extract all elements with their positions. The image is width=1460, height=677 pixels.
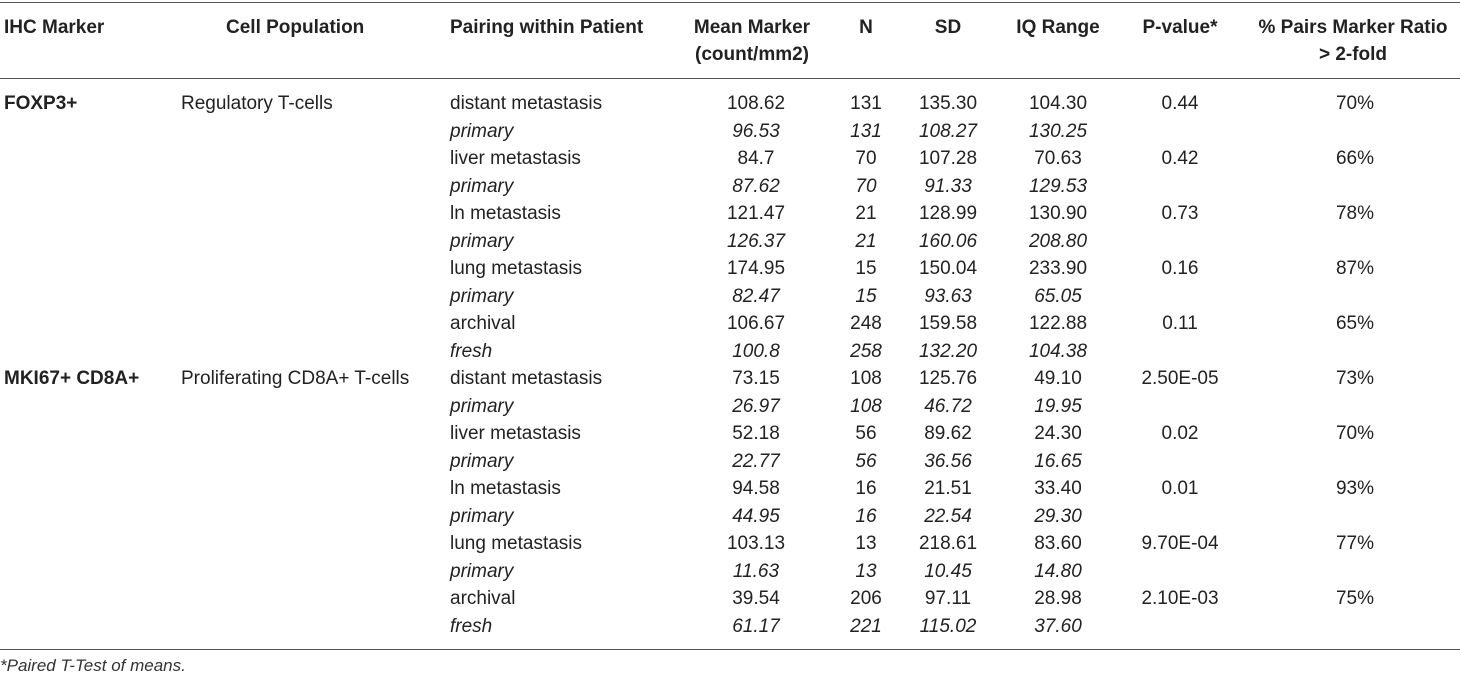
cell-pct-pairs: 73% bbox=[1335, 368, 1375, 389]
table-row bbox=[0, 90, 1460, 118]
header-pct-line2: > 2-fold bbox=[1318, 44, 1388, 65]
cell-iq-range: 65.05 bbox=[1034, 285, 1082, 307]
header-pct-line1: % Pairs Marker Ratio bbox=[1258, 17, 1448, 38]
cell-sd: 107.28 bbox=[918, 148, 978, 169]
table-row bbox=[0, 173, 1460, 201]
cell-p-value: 0.16 bbox=[1161, 258, 1199, 279]
table-row bbox=[0, 228, 1460, 256]
cell-sd: 21.51 bbox=[924, 478, 972, 499]
table-row bbox=[0, 475, 1460, 503]
cell-mean: 82.47 bbox=[732, 285, 780, 307]
table-row bbox=[0, 503, 1460, 531]
header-ihc-marker: IHC Marker bbox=[4, 17, 105, 38]
cell-iq-range: 16.65 bbox=[1034, 450, 1082, 472]
cell-n: 221 bbox=[850, 615, 882, 637]
cell-n: 56 bbox=[855, 450, 877, 472]
cell-p-value: 0.42 bbox=[1161, 148, 1199, 169]
cell-sd: 115.02 bbox=[919, 615, 977, 637]
cell-iq-range: 83.60 bbox=[1034, 533, 1082, 554]
cell-iq-range: 19.95 bbox=[1034, 395, 1082, 417]
header-mean-line1: Mean Marker bbox=[693, 17, 811, 38]
cell-pairing: distant metastasis bbox=[450, 93, 603, 114]
header-pct-pairs bbox=[1246, 14, 1460, 68]
cell-mean: 87.62 bbox=[732, 175, 780, 197]
cell-n: 56 bbox=[855, 423, 877, 444]
cell-n: 258 bbox=[850, 340, 882, 362]
cell-n: 13 bbox=[855, 533, 877, 554]
cell-pairing: archival bbox=[450, 588, 516, 609]
cell-p-value: 0.11 bbox=[1162, 313, 1198, 334]
cell-pct-pairs: 77% bbox=[1335, 533, 1375, 554]
cell-iq-range: 130.90 bbox=[1028, 203, 1088, 224]
table-row bbox=[0, 118, 1460, 146]
table-bottom-rule bbox=[0, 649, 1460, 650]
cell-iq-range: 14.80 bbox=[1034, 560, 1082, 582]
cell-mean: 103.13 bbox=[726, 533, 786, 554]
header-n: N bbox=[859, 17, 873, 38]
cell-pairing: primary bbox=[450, 285, 514, 307]
cell-pairing: ln metastasis bbox=[450, 203, 561, 224]
header-iq-range: IQ Range bbox=[1016, 17, 1100, 38]
table-row bbox=[0, 448, 1460, 476]
table-footnote: *Paired T-Test of means. bbox=[0, 656, 186, 675]
cell-pairing: primary bbox=[450, 230, 514, 252]
cell-sd: 150.04 bbox=[918, 258, 978, 279]
cell-sd: 36.56 bbox=[924, 450, 972, 472]
cell-n: 131 bbox=[850, 120, 882, 142]
cell-iq-range: 29.30 bbox=[1034, 505, 1082, 527]
cell-sd: 132.20 bbox=[918, 340, 978, 362]
header-pairing: Pairing within Patient bbox=[450, 17, 644, 38]
cell-ihc-marker: MKI67+ CD8A+ bbox=[4, 368, 140, 389]
cell-population: Proliferating CD8A+ T-cells bbox=[181, 368, 410, 389]
cell-pct-pairs: 93% bbox=[1335, 478, 1375, 499]
cell-iq-range: 24.30 bbox=[1034, 423, 1082, 444]
table-row bbox=[0, 145, 1460, 173]
cell-iq-range: 129.53 bbox=[1028, 175, 1088, 197]
cell-mean: 52.18 bbox=[732, 423, 780, 444]
cell-sd: 89.62 bbox=[924, 423, 972, 444]
cell-pct-pairs: 78% bbox=[1335, 203, 1375, 224]
cell-mean: 121.47 bbox=[726, 203, 786, 224]
cell-n: 21 bbox=[855, 230, 877, 252]
cell-population: Regulatory T-cells bbox=[181, 93, 333, 114]
cell-p-value: 0.73 bbox=[1161, 203, 1199, 224]
cell-pct-pairs: 70% bbox=[1335, 423, 1375, 444]
header-cell-population: Cell Population bbox=[226, 17, 365, 38]
cell-sd: 108.27 bbox=[918, 120, 978, 142]
cell-pairing: lung metastasis bbox=[450, 258, 583, 279]
cell-iq-range: 130.25 bbox=[1028, 120, 1088, 142]
cell-n: 131 bbox=[850, 93, 882, 114]
cell-mean: 106.67 bbox=[726, 313, 786, 334]
cell-pairing: primary bbox=[450, 120, 514, 142]
cell-sd: 159.58 bbox=[918, 313, 978, 334]
cell-pairing: primary bbox=[450, 450, 514, 472]
cell-p-value: 0.02 bbox=[1161, 423, 1199, 444]
cell-pairing: primary bbox=[450, 505, 514, 527]
cell-n: 108 bbox=[850, 395, 882, 417]
cell-mean: 126.37 bbox=[726, 230, 786, 252]
cell-sd: 125.76 bbox=[918, 368, 978, 389]
cell-n: 108 bbox=[850, 368, 882, 389]
cell-pairing: distant metastasis bbox=[450, 368, 603, 389]
cell-sd: 128.99 bbox=[918, 203, 978, 224]
cell-mean: 174.95 bbox=[726, 258, 786, 279]
cell-pct-pairs: 87% bbox=[1335, 258, 1375, 279]
cell-iq-range: 208.80 bbox=[1028, 230, 1088, 252]
header-mean-marker bbox=[668, 14, 836, 68]
cell-iq-range: 49.10 bbox=[1034, 368, 1082, 389]
cell-iq-range: 37.60 bbox=[1034, 615, 1082, 637]
cell-sd: 91.33 bbox=[924, 175, 972, 197]
table-row bbox=[0, 255, 1460, 283]
table-row bbox=[0, 393, 1460, 421]
cell-iq-range: 233.90 bbox=[1028, 258, 1088, 279]
cell-pairing: archival bbox=[450, 313, 516, 334]
cell-mean: 26.97 bbox=[732, 395, 780, 417]
cell-mean: 96.53 bbox=[732, 120, 780, 142]
cell-pct-pairs: 70% bbox=[1335, 93, 1375, 114]
header-sd: SD bbox=[934, 17, 962, 38]
cell-pairing: ln metastasis bbox=[450, 478, 561, 499]
cell-n: 206 bbox=[850, 588, 882, 609]
cell-sd: 22.54 bbox=[924, 505, 972, 527]
cell-sd: 160.06 bbox=[918, 230, 978, 252]
cell-mean: 73.15 bbox=[732, 368, 780, 389]
cell-p-value: 2.10E-03 bbox=[1141, 588, 1219, 609]
cell-sd: 93.63 bbox=[924, 285, 972, 307]
cell-n: 15 bbox=[855, 258, 877, 279]
cell-mean: 84.7 bbox=[737, 148, 775, 169]
cell-ihc-marker: FOXP3+ bbox=[4, 93, 78, 114]
cell-n: 15 bbox=[855, 285, 877, 307]
table-row bbox=[0, 585, 1460, 613]
cell-mean: 94.58 bbox=[732, 478, 780, 499]
cell-mean: 22.77 bbox=[732, 450, 780, 472]
header-mean-line2: (count/mm2) bbox=[695, 44, 809, 65]
cell-mean: 44.95 bbox=[732, 505, 780, 527]
cell-pairing: liver metastasis bbox=[450, 148, 581, 169]
cell-n: 13 bbox=[855, 560, 877, 582]
cell-mean: 108.62 bbox=[726, 93, 786, 114]
cell-p-value: 9.70E-04 bbox=[1141, 533, 1219, 554]
cell-pct-pairs: 75% bbox=[1335, 588, 1375, 609]
cell-iq-range: 104.30 bbox=[1028, 93, 1088, 114]
cell-pairing: lung metastasis bbox=[450, 533, 583, 554]
table-row bbox=[0, 200, 1460, 228]
cell-n: 16 bbox=[855, 505, 877, 527]
cell-pairing: primary bbox=[450, 175, 514, 197]
cell-mean: 39.54 bbox=[732, 588, 780, 609]
cell-n: 70 bbox=[855, 175, 877, 197]
cell-mean: 61.17 bbox=[732, 615, 780, 637]
cell-sd: 10.45 bbox=[924, 560, 972, 582]
cell-n: 248 bbox=[850, 313, 882, 334]
table-row bbox=[0, 613, 1460, 641]
table-top-rule bbox=[0, 2, 1460, 3]
table-row bbox=[0, 558, 1460, 586]
cell-mean: 100.8 bbox=[732, 340, 780, 362]
cell-p-value: 2.50E-05 bbox=[1141, 368, 1219, 389]
cell-p-value: 0.01 bbox=[1161, 478, 1199, 499]
cell-p-value: 0.44 bbox=[1161, 93, 1199, 114]
cell-iq-range: 33.40 bbox=[1034, 478, 1082, 499]
cell-n: 16 bbox=[855, 478, 877, 499]
cell-iq-range: 122.88 bbox=[1028, 313, 1088, 334]
cell-pairing: liver metastasis bbox=[450, 423, 581, 444]
cell-pct-pairs: 65% bbox=[1335, 313, 1375, 334]
cell-sd: 46.72 bbox=[924, 395, 972, 417]
cell-mean: 11.63 bbox=[732, 560, 780, 582]
cell-sd: 135.30 bbox=[918, 93, 978, 114]
table-row bbox=[0, 338, 1460, 366]
header-rule bbox=[0, 78, 1460, 79]
cell-pairing: primary bbox=[450, 560, 514, 582]
cell-pct-pairs: 66% bbox=[1335, 148, 1375, 169]
table-row bbox=[0, 283, 1460, 311]
cell-pairing: primary bbox=[450, 395, 514, 417]
cell-pairing: fresh bbox=[450, 615, 493, 637]
table-row bbox=[0, 420, 1460, 448]
table-row bbox=[0, 365, 1460, 393]
cell-iq-range: 70.63 bbox=[1034, 148, 1082, 169]
cell-sd: 97.11 bbox=[924, 588, 972, 609]
cell-iq-range: 104.38 bbox=[1028, 340, 1088, 362]
cell-iq-range: 28.98 bbox=[1034, 588, 1082, 609]
cell-n: 70 bbox=[855, 148, 877, 169]
cell-n: 21 bbox=[855, 203, 877, 224]
header-p-value: P-value* bbox=[1142, 17, 1218, 38]
table-row bbox=[0, 530, 1460, 558]
cell-pairing: fresh bbox=[450, 340, 493, 362]
cell-sd: 218.61 bbox=[918, 533, 978, 554]
table-row bbox=[0, 310, 1460, 338]
